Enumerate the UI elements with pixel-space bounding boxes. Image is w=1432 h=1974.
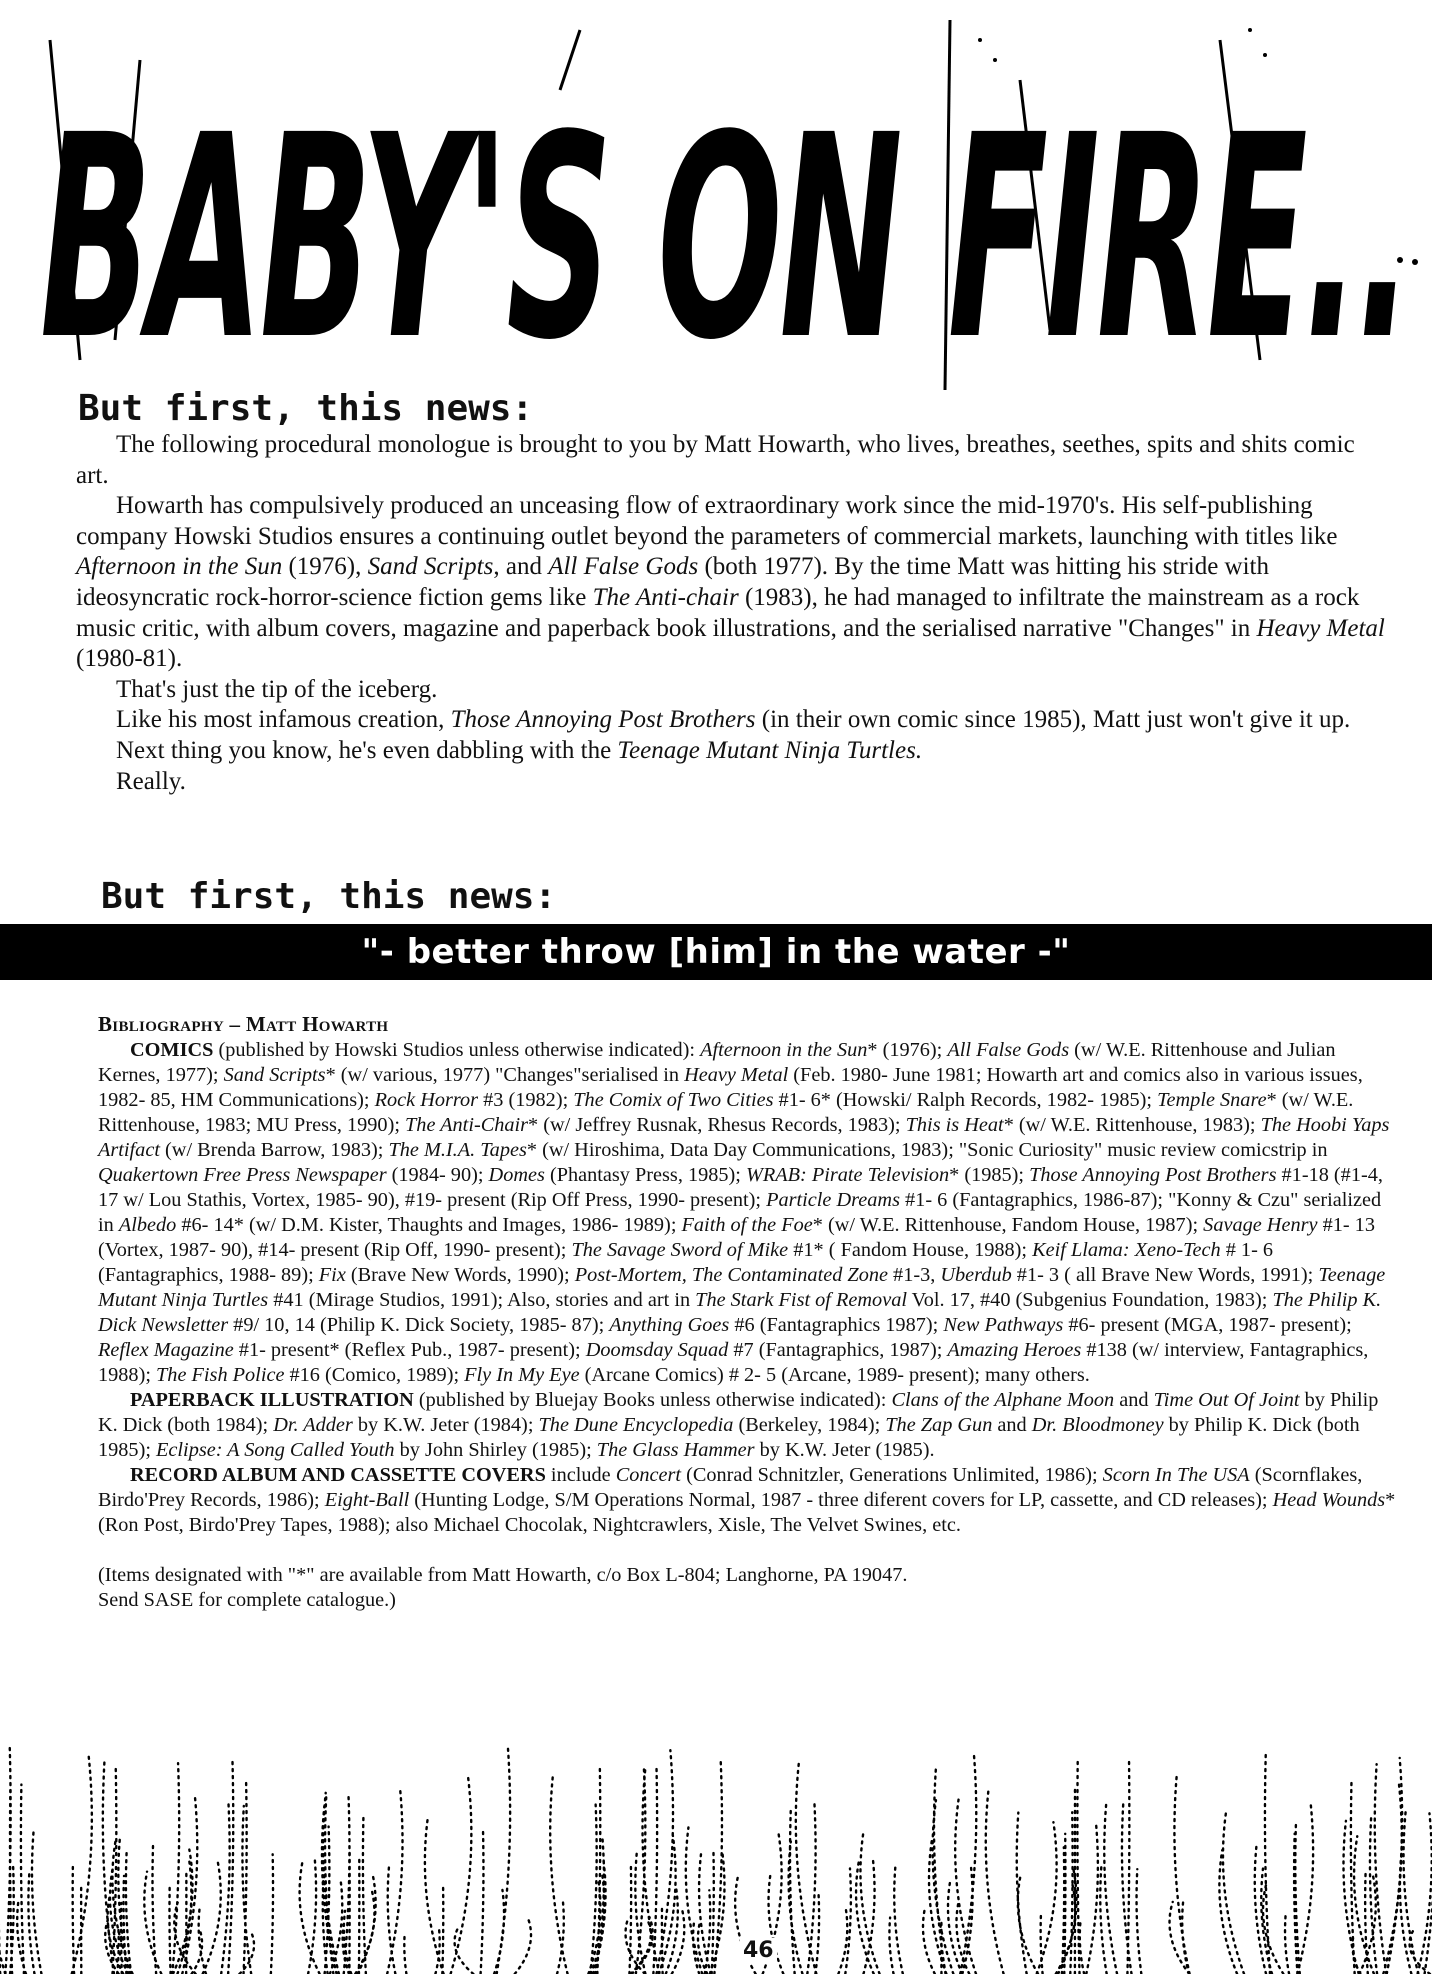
intro-paragraph-4: Like his most infamous creation, Those Annoying Post Brothers (in their own comic since 1985), Matt just won't give it up. (116, 706, 1351, 734)
intro-paragraph-2: Howarth has compulsively produced an unceasing flow of extraordinary work since the mid-1970's. His self-publishing company Howski Studios ensures a continuing outlet beyond the parameters of commercial markets, launching with titles like Afternoon in the Sun (1976), Sand Scripts, and All False Gods (both 1977). By the time Matt was hitting his stride with ideosyncratic rock-horror-science fiction gems like The Anti-chair (1983), he had managed to infiltrate the mainstream as a rock music critic, with album covers, magazine and paperback book illustrations, and the serialised narrative "Changes" in Heavy Metal (1980-81). (76, 492, 1385, 673)
flame-illustration (0, 1740, 1432, 1974)
intro-paragraph-1: The following procedural monologue is brought to you by Matt Howarth, who lives, breathes, seethes, spits and shits comic art. (76, 431, 1355, 489)
intro-paragraph-5: Next thing you know, he's even dabbling with the Teenage Mutant Ninja Turtles. (116, 736, 923, 764)
intro-paragraph-6: Really. (116, 767, 186, 795)
bibliography-records: RECORD ALBUM AND CASSETTE COVERS include Concert (Conrad Schnitzler, Generations Unlimited, 1986); Scorn In The USA (Scornflakes, Birdo'Prey Records, 1986); Eight-Ball (Hunting Lodge, S/M Operations Normal, 1987 - three diferent covers for LP, cassette, and CD releases); Head Wounds* (Ron Post, Birdo'Prey Tapes, 1988); also Michael Chocolak, Nightcrawlers, Xisle, The Velvet Swines, etc. (98, 1464, 1396, 1536)
intro-text (76, 430, 1386, 797)
page-number: 46 (740, 1938, 777, 1963)
quote-banner: "- better throw [him] in the water -" (0, 924, 1432, 980)
bibliography-paperback: PAPERBACK ILLUSTRATION (published by Bluejay Books unless otherwise indicated): Clans of the Alphane Moon and Time Out Of Joint by Philip K. Dick (both 1984); Dr. Adder by K.W. Jeter (1984); The Dune Encyclopedia (Berkeley, 1984); The Zap Gun and Dr. Bloodmoney by Philip K. Dick (both 1985); Eclipse: A Song Called Youth by John Shirley (1985); The Glass Hammer by K.W. Jeter (1985). (98, 1389, 1379, 1461)
title-lettering-text: BABY'S ON FIRE.. (40, 76, 1410, 400)
news-heading-2: But first, this news: (101, 876, 557, 917)
record-label: RECORD ALBUM AND CASSETTE COVERS (130, 1464, 546, 1486)
comics-label: COMICS (130, 1039, 214, 1061)
paperback-label: PAPERBACK ILLUSTRATION (130, 1389, 414, 1411)
availability-note: (Items designated with "*" are available from Matt Howarth, c/o Box L-804; Langhorne, PA 19047. Send SASE for complete catalogue.) (98, 1564, 908, 1611)
bibliography (98, 1012, 1402, 1613)
news-heading-1: But first, this news: (78, 388, 534, 429)
bibliography-comics: COMICS (published by Howski Studios unless otherwise indicated): Afternoon in the Sun* (1976); All False Gods (w/ W.E. Rittenhouse and Julian Kernes, 1977); Sand Scripts* (w/ various, 1977) "Changes"serialised in Heavy Metal (Feb. 1980- June 1981; Howarth art and comics also in various issues, 1982- 85, HM Communications); Rock Horror #3 (1982); The Comix of Two Cities #1- 6* (Howski/ Ralph Records, 1982- 1985); Temple Snare* (w/ W.E. Rittenhouse, 1983; MU Press, 1990); The Anti-Chair* (w/ Jeffrey Rusnak, Rhesus Records, 1983); This is Heat* (w/ W.E. Rittenhouse, 1983); The Hoobi Yaps Artifact (w/ Brenda Barrow, 1983); The M.I.A. Tapes* (w/ Hiroshima, Data Day Communications, 1983); "Sonic Curiosity" music review comicstrip in Quakertown Free Press Newspaper (1984- 90); Domes (Phantasy Press, 1985); WRAB: Pirate Television* (1985); Those Annoying Post Brothers #1-18 (#1-4, 17 w/ Lou Stathis, Vortex, 1985- 90), #19- present (Rip Off Press, 1990- present); Particle Dreams #1- 6 (Fantagraphics, 1986-87); "Konny & Czu" serialized in Albedo #6- 14* (w/ D.M. Kister, Thaughts and Images, 1986- 1989); Faith of the Foe* (w/ W.E. Rittenhouse, Fandom House, 1987); Savage Henry #1- 13 (Vortex, 1987- 90), #14- present (Rip Off, 1990- present); The Savage Sword of Mike #1* ( Fandom House, 1988); Keif Llama: Xeno-Tech # 1- 6 (Fantagraphics, 1988- 89); Fix (Brave New Words, 1990); Post-Mortem, The Contaminated Zone #1-3, Uberdub #1- 3 ( all Brave New Words, 1991); Teenage Mutant Ninja Turtles #41 (Mirage Studios, 1991); Also, stories and art in The Stark Fist of Removal Vol. 17, #40 (Subgenius Foundation, 1983); The Philip K. Dick Newsletter #9/ 10, 14 (Philip K. Dick Society, 1985- 87); Anything Goes #6 (Fantagraphics 1987); New Pathways #6- present (MGA, 1987- present); Reflex Magazine #1- present* (Reflex Pub., 1987- present); Doomsday Squad #7 (Fantagraphics, 1987); Amazing Heroes #138 (w/ interview, Fantagraphics, 1988); The Fish Police #16 (Comico, 1989); Fly In My Eye (Arcane Comics) # 2- 5 (Arcane, 1989- present); many others. (98, 1039, 1390, 1386)
title-lettering (20, 0, 1420, 400)
intro-paragraph-3: That's just the tip of the iceberg. (116, 675, 438, 703)
bibliography-heading: Bibliography – Matt Howarth (98, 1012, 389, 1036)
